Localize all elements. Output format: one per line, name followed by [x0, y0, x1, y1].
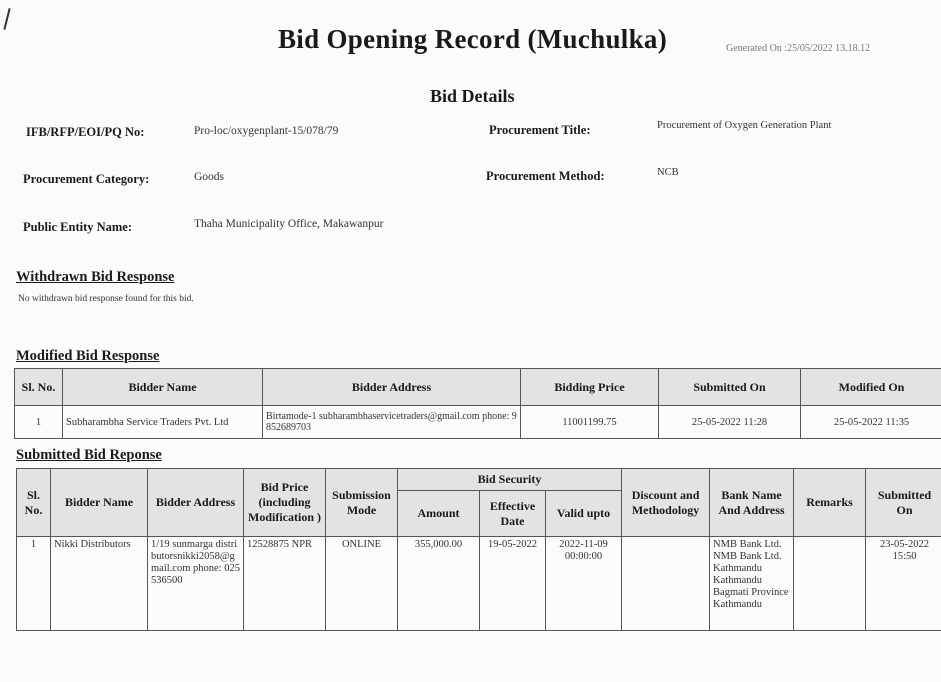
procurement-method-label: Procurement Method: [486, 169, 605, 183]
ifb-value: Pro-loc/oxygenplant-15/078/79 [194, 125, 339, 137]
col-bidder-name: Bidder Name [63, 369, 263, 406]
ifb-label: IFB/RFP/EOI/PQ No: [26, 125, 145, 139]
withdrawn-note: No withdrawn bid response found for this bid. [18, 294, 194, 304]
col-submission-mode: Submission Mode [326, 469, 398, 537]
cell-bidding-price: 11001199.75 [521, 406, 659, 439]
modified-bid-table [14, 368, 941, 439]
cell-submitted-on: 23-05-2022 15:50 [866, 537, 941, 631]
withdrawn-heading: Withdrawn Bid Response [16, 269, 175, 285]
col-sl-no: Sl. No. [17, 469, 51, 537]
col-valid-upto: Valid upto [546, 491, 622, 537]
cell-valid-upto: 2022-11-09 00:00:00 [546, 537, 622, 631]
col-submitted-on: Submitted On [866, 469, 941, 537]
cell-bidder-name: Nikki Distributors [51, 537, 148, 631]
cell-modified-on: 25-05-2022 11:35 [801, 406, 941, 439]
col-bid-security: Bid Security [398, 469, 622, 491]
cell-bid-price: 12528875 NPR [244, 537, 326, 631]
col-bid-price: Bid Price (including Modification ) [244, 469, 326, 537]
cell-submission-mode: ONLINE [326, 537, 398, 631]
col-modified-on: Modified On [801, 369, 941, 406]
col-bidder-name: Bidder Name [51, 469, 148, 537]
table-row [15, 406, 941, 439]
submitted-bid-table [16, 468, 941, 631]
cell-remarks [794, 537, 866, 631]
col-remarks: Remarks [794, 469, 866, 537]
procurement-title-label: Procurement Title: [489, 123, 591, 137]
modified-header-row [15, 369, 941, 406]
pen-slash-mark [3, 8, 10, 30]
procurement-method-value: NCB [657, 167, 679, 178]
col-effective-date: Effective Date [480, 491, 546, 537]
public-entity-label: Public Entity Name: [23, 220, 133, 234]
submitted-header-row-1 [17, 469, 941, 491]
cell-effective-date: 19-05-2022 [480, 537, 546, 631]
procurement-category-label: Procurement Category: [23, 172, 150, 186]
col-submitted-on: Submitted On [659, 369, 801, 406]
public-entity-value: Thaha Municipality Office, Makawanpur [194, 218, 384, 230]
col-bidder-address: Bidder Address [263, 369, 521, 406]
cell-bank: NMB Bank Ltd. NMB Bank Ltd. Kathmandu Kathmandu Bagmati Province Kathmandu [710, 537, 794, 631]
col-bank: Bank Name And Address [710, 469, 794, 537]
cell-discount [622, 537, 710, 631]
col-sl-no: Sl. No. [15, 369, 63, 406]
procurement-title-value: Procurement of Oxygen Generation Plant [657, 120, 832, 131]
col-discount: Discount and Methodology [622, 469, 710, 537]
bid-details-heading: Bid Details [430, 86, 515, 106]
cell-submitted-on: 25-05-2022 11:28 [659, 406, 801, 439]
col-bidder-address: Bidder Address [148, 469, 244, 537]
cell-bidder-name: Subharambha Service Traders Pvt. Ltd [63, 406, 263, 439]
modified-heading: Modified Bid Response [16, 348, 160, 364]
cell-bidder-address: Birtamode-1 subharambhaservicetraders@gmail.com phone: 9852689703 [263, 406, 521, 439]
procurement-category-value: Goods [194, 171, 225, 183]
col-amount: Amount [398, 491, 480, 537]
submitted-heading: Submitted Bid Reponse [16, 447, 162, 463]
table-row [17, 537, 941, 631]
cell-amount: 355,000.00 [398, 537, 480, 631]
cell-sl: 1 [15, 406, 63, 439]
col-bidding-price: Bidding Price [521, 369, 659, 406]
cell-sl: 1 [17, 537, 51, 631]
page-title: Bid Opening Record (Muchulka) [278, 24, 667, 54]
generated-timestamp: Generated On :25/05/2022 13.18.12 [726, 43, 871, 54]
cell-bidder-address: 1/19 sunmarga distributorsnikki2058@gmail.com phone: 025536500 [148, 537, 244, 631]
